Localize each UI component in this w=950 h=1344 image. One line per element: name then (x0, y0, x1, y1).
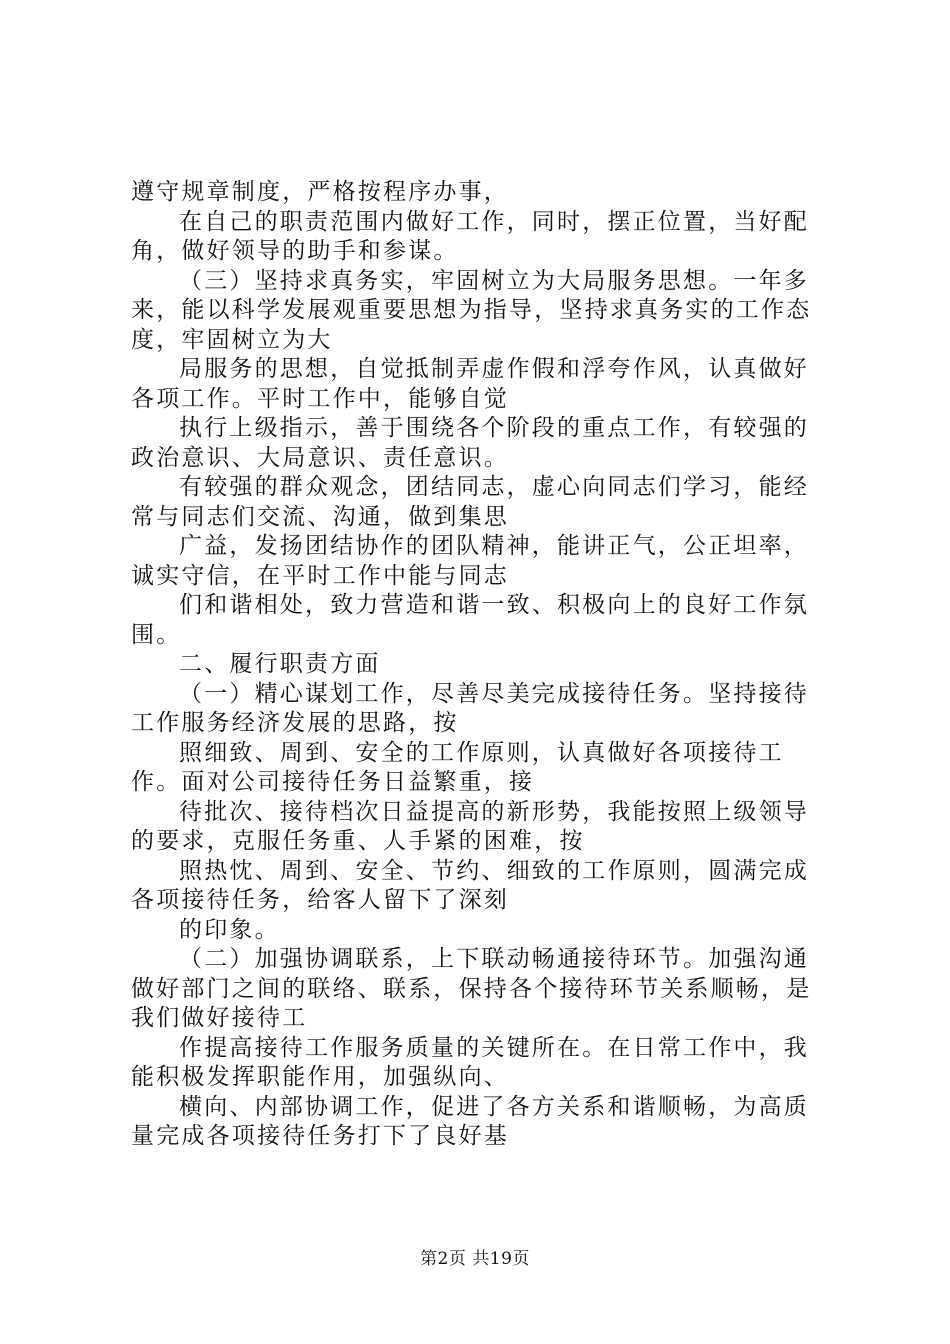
paragraph: 作提高接待工作服务质量的关键所在。在日常工作中，我能积极发挥职能作用，加强纵向、 (131, 1034, 809, 1090)
paragraph: 局服务的思想，自觉抵制弄虚作假和浮夸作风，认真做好各项工作。平时工作中，能够自觉 (131, 356, 809, 412)
paragraph: 的印象。 (179, 916, 280, 943)
paragraph: （三）坚持求真务实，牢固树立为大局服务思想。一年多来，能以科学发展观重要思想为指导，坚持求真务实的工作态度，牢固树立为大 (131, 267, 812, 353)
paragraph: 遵守规章制度，严格按程序办事， (131, 179, 509, 205)
page-number: 第2页 共19页 (420, 1249, 530, 1269)
section-heading: 二、履行职责方面 (179, 651, 381, 677)
paragraph: 照热忱、周到、安全、节约、细致的工作原则，圆满完成各项接待任务，给客人留下了深刻 (131, 857, 809, 913)
paragraph: 待批次、接待档次日益提高的新形势，我能按照上级领导的要求，克服任务重、人手紧的困难，按 (131, 798, 809, 854)
document-body (131, 178, 831, 1152)
paragraph: 们和谐相处，致力营造和谐一致、积极向上的良好工作氛围。 (131, 592, 809, 648)
paragraph: 照细致、周到、安全的工作原则，认真做好各项接待工作。面对公司接待任务日益繁重，接 (131, 739, 784, 795)
paragraph: （一）精心谋划工作，尽善尽美完成接待任务。坚持接待工作服务经济发展的思路，按 (131, 680, 809, 736)
paragraph: 广益，发扬团结协作的团队精神，能讲正气，公正坦率，诚实守信，在平时工作中能与同志 (131, 533, 809, 589)
paragraph: 执行上级指示，善于围绕各个阶段的重点工作，有较强的政治意识、大局意识、责任意识。 (131, 415, 809, 471)
paragraph: 在自己的职责范围内做好工作，同时，摆正位置，当好配角，做好领导的助手和参谋。 (131, 208, 809, 264)
paragraph: 横向、内部协调工作，促进了各方关系和谐顺畅，为高质量完成各项接待任务打下了良好基 (131, 1093, 809, 1149)
paragraph: 有较强的群众观念，团结同志，虚心向同志们学习，能经常与同志们交流、沟通，做到集思 (131, 474, 809, 530)
paragraph: （二）加强协调联系，上下联动畅通接待环节。加强沟通做好部门之间的联络、联系，保持各个接待环节关系顺畅，是我们做好接待工 (131, 946, 812, 1031)
